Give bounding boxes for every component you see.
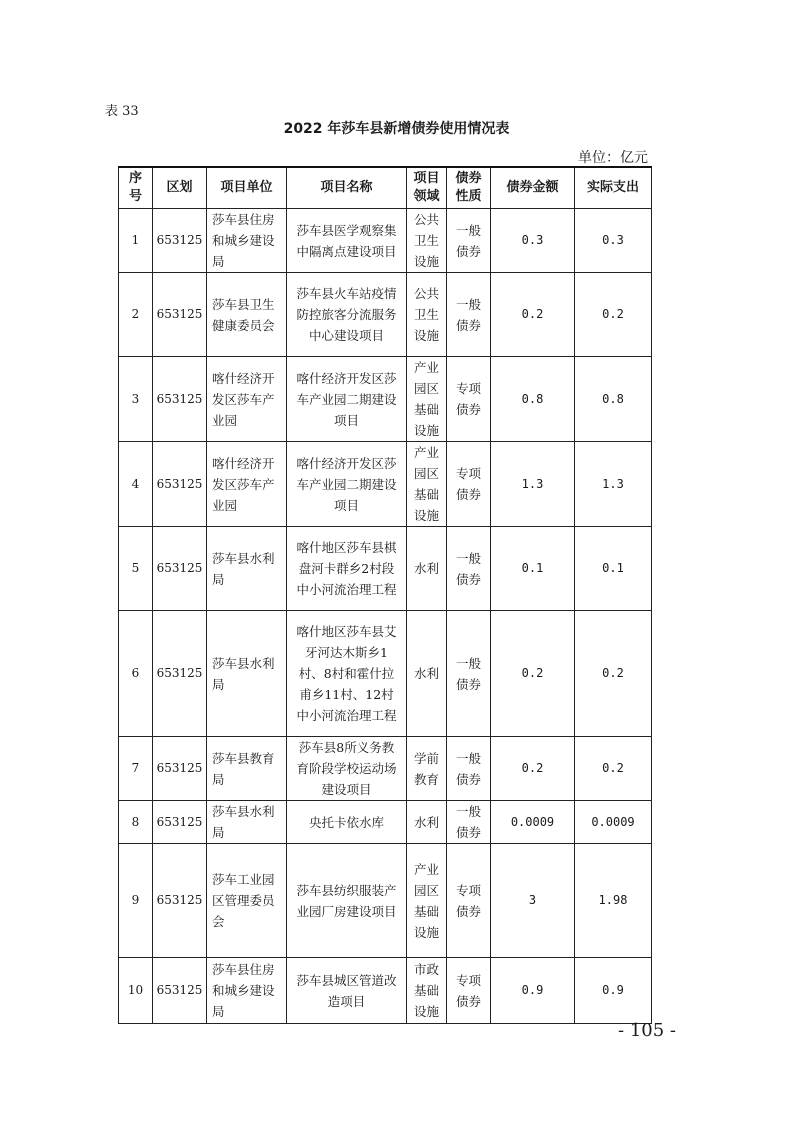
col-header-type: 债券性质 — [447, 167, 491, 209]
row-type: 专项债券 — [447, 844, 491, 958]
col-header-field: 项目领域 — [407, 167, 447, 209]
row-unit: 莎车县卫生健康委员会 — [207, 273, 287, 357]
table-row — [119, 527, 652, 611]
row-type: 专项债券 — [447, 357, 491, 442]
row-amount: 0.8 — [491, 357, 575, 442]
table-row — [119, 357, 652, 442]
row-field: 水利 — [407, 611, 447, 737]
table-row — [119, 844, 652, 958]
row-actual: 0.2 — [575, 611, 652, 737]
row-actual: 0.3 — [575, 209, 652, 273]
row-unit: 莎车县水利局 — [207, 611, 287, 737]
row-field: 市政基础设施 — [407, 958, 447, 1024]
bond-usage-table — [118, 166, 652, 1024]
table-row — [119, 273, 652, 357]
row-field: 学前教育 — [407, 737, 447, 801]
row-region: 653125 — [153, 209, 207, 273]
row-field: 公共卫生设施 — [407, 273, 447, 357]
row-no: 5 — [119, 527, 153, 611]
row-unit: 莎车县教育局 — [207, 737, 287, 801]
unit-label: 单位：亿元 — [578, 150, 648, 166]
col-header-region: 区划 — [153, 167, 207, 209]
row-actual: 1.98 — [575, 844, 652, 958]
row-field: 产业园区基础设施 — [407, 357, 447, 442]
row-project: 喀什经济开发区莎车产业园二期建设项目 — [287, 357, 407, 442]
row-project: 莎车县医学观察集中隔离点建设项目 — [287, 209, 407, 273]
row-unit: 喀什经济开发区莎车产业园 — [207, 357, 287, 442]
table-row — [119, 442, 652, 527]
row-project: 莎车县8所义务教育阶段学校运动场建设项目 — [287, 737, 407, 801]
row-type: 一般债券 — [447, 209, 491, 273]
row-region: 653125 — [153, 958, 207, 1024]
row-region: 653125 — [153, 527, 207, 611]
table-row — [119, 737, 652, 801]
row-actual: 0.8 — [575, 357, 652, 442]
table-row — [119, 209, 652, 273]
row-type: 一般债券 — [447, 527, 491, 611]
row-region: 653125 — [153, 611, 207, 737]
row-unit: 莎车县水利局 — [207, 801, 287, 844]
row-unit: 莎车县住房和城乡建设局 — [207, 209, 287, 273]
row-region: 653125 — [153, 442, 207, 527]
row-amount: 0.2 — [491, 737, 575, 801]
row-amount: 3 — [491, 844, 575, 958]
row-amount: 0.9 — [491, 958, 575, 1024]
row-actual: 1.3 — [575, 442, 652, 527]
table-number: 表 33 — [105, 104, 139, 119]
table-title: 2022 年莎车县新增债券使用情况表 — [283, 121, 510, 137]
row-type: 一般债券 — [447, 801, 491, 844]
col-header-no: 序号 — [119, 167, 153, 209]
row-unit: 莎车县住房和城乡建设局 — [207, 958, 287, 1024]
row-actual: 0.1 — [575, 527, 652, 611]
row-project: 央托卡依水库 — [287, 801, 407, 844]
row-no: 4 — [119, 442, 153, 527]
row-unit: 莎车县水利局 — [207, 527, 287, 611]
row-region: 653125 — [153, 844, 207, 958]
table-row — [119, 801, 652, 844]
row-no: 1 — [119, 209, 153, 273]
row-field: 水利 — [407, 527, 447, 611]
table-row — [119, 958, 652, 1024]
row-actual: 0.2 — [575, 737, 652, 801]
row-no: 7 — [119, 737, 153, 801]
row-region: 653125 — [153, 273, 207, 357]
col-header-unit: 项目单位 — [207, 167, 287, 209]
row-field: 水利 — [407, 801, 447, 844]
row-region: 653125 — [153, 357, 207, 442]
row-no: 8 — [119, 801, 153, 844]
row-type: 一般债券 — [447, 737, 491, 801]
row-no: 9 — [119, 844, 153, 958]
row-no: 10 — [119, 958, 153, 1024]
row-project: 喀什经济开发区莎车产业园二期建设项目 — [287, 442, 407, 527]
row-project: 莎车县城区管道改造项目 — [287, 958, 407, 1024]
row-actual: 0.0009 — [575, 801, 652, 844]
row-field: 产业园区基础设施 — [407, 442, 447, 527]
row-amount: 0.3 — [491, 209, 575, 273]
row-type: 一般债券 — [447, 611, 491, 737]
row-amount: 1.3 — [491, 442, 575, 527]
row-project: 莎车县纺织服装产业园厂房建设项目 — [287, 844, 407, 958]
row-region: 653125 — [153, 801, 207, 844]
row-no: 6 — [119, 611, 153, 737]
col-header-project: 项目名称 — [287, 167, 407, 209]
row-region: 653125 — [153, 737, 207, 801]
row-type: 一般债券 — [447, 273, 491, 357]
row-unit: 喀什经济开发区莎车产业园 — [207, 442, 287, 527]
row-amount: 0.2 — [491, 273, 575, 357]
row-no: 2 — [119, 273, 153, 357]
col-header-amount: 债券金额 — [491, 167, 575, 209]
row-amount: 0.1 — [491, 527, 575, 611]
row-type: 专项债券 — [447, 958, 491, 1024]
row-amount: 0.0009 — [491, 801, 575, 844]
row-field: 公共卫生设施 — [407, 209, 447, 273]
row-unit: 莎车工业园区管理委员会 — [207, 844, 287, 958]
row-type: 专项债券 — [447, 442, 491, 527]
col-header-actual: 实际支出 — [575, 167, 652, 209]
table-row — [119, 611, 652, 737]
row-project: 莎车县火车站疫情防控旅客分流服务中心建设项目 — [287, 273, 407, 357]
row-amount: 0.2 — [491, 611, 575, 737]
row-no: 3 — [119, 357, 153, 442]
header-row — [119, 167, 652, 209]
row-project: 喀什地区莎车县棋盘河卡群乡2村段中小河流治理工程 — [287, 527, 407, 611]
row-field: 产业园区基础设施 — [407, 844, 447, 958]
row-actual: 0.2 — [575, 273, 652, 357]
page-number: - 105 - — [618, 1020, 676, 1041]
row-actual: 0.9 — [575, 958, 652, 1024]
row-project: 喀什地区莎车县艾牙河达木斯乡1村、8村和霍什拉甫乡11村、12村中小河流治理工程 — [287, 611, 407, 737]
